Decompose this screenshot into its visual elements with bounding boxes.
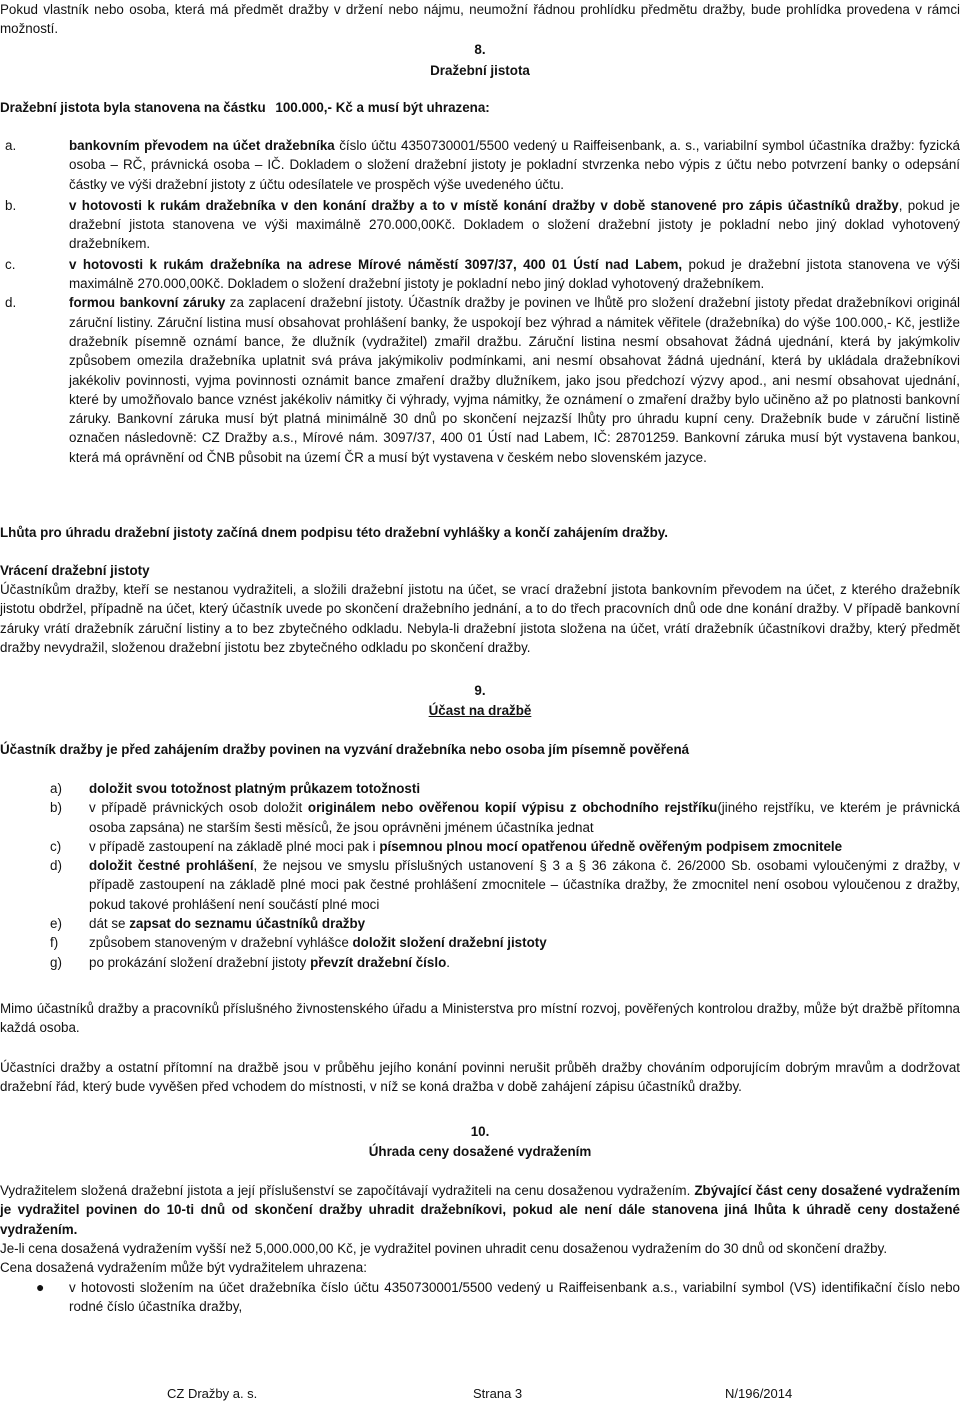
duty-g: g) po prokázání složení dražební jistoty převzít dražební číslo.: [50, 954, 450, 970]
refund-paragraph: Účastníkům dražby, kteří se nestanou vydražiteli, a složili dražební jistotu na účet, se vrací dražební jistota bankovním převodem na účet, z kterého dražebník jistotu obdržel, případně na účet, který účastník uvede po skončení dražebního jednání, a to do třech pracovních dnů ode dne konání dražby. V případě bankovní záruky vrátí dražebník záruční listiny a to bez zbytečného odkladu. Nebyla-li dražební jistota složena na účet, vrátí dražebník účastníkovi dražby, který předmět dražby nevydražil, složenou dražební jistotu bez zbytečného odkladu po skončení dražby.: [0, 582, 960, 655]
price-payment-paragraph: Vydražitelem složená dražební jistota a její příslušenství se započítávají vydražiteli na cenu dosaženou vydražením. Zbývající část ceny dosažené vydražením je vydražitel povinen do 10-ti dnů od skončení dražby uhradit dražebníkovi, pokud ale není dále stanovena jiná lhůta k úhradě ceny dostažené vydražením.: [0, 1183, 960, 1237]
payment-options-lead: Cena dosažená vydražením může být vydražitelem uhrazena:: [0, 1260, 367, 1275]
intro-paragraph: Pokud vlastník nebo osoba, která má předmět dražby v držení nebo nájmu, neumožní řádnou prohlídku předmětu dražby, bude prohlídka provedena v rámci možností.: [0, 2, 960, 37]
payment-method-a: a. bankovním převodem na účet dražebníka číslo účtu 4350730001/5500 vedený u Raiffeisenbank, a. s., variabilní symbol účastníka dražby: fyzická osoba – RČ, právnická osoba – IČ. Dokladem o složení dražební jistoty je pokladní stvrzenka nebo výpis z účtu nebo potvrzení banky o odepsání částky ve výši dražební jistoty z účtu odesílatele ve prospěch výše uvedeného účtu.: [5, 138, 960, 192]
duty-d: d) doložit čestné prohlášení, že nejsou ve smyslu příslušných ustanovení § 3 a § 36 zákona č. 26/2000 Sb. osobami vyloučenými z dražby, v případě zastoupení na základě plné moci pak čestné prohlášení zmocnitele – účastníka dražby, že zmocnitel není osobou vyloučenou z dražby, pokud takové prohlášení není součástí plné moci: [50, 858, 960, 912]
section-10-title: Úhrada ceny dosažené vydražením: [368, 1144, 592, 1159]
footer-document-id: N/196/2014: [725, 1386, 793, 1401]
payment-option-bullet: ● v hotovosti složením na účet dražebníka číslo účtu 4350730001/5500 vedený u Raiffeisenbank a.s., variabilní symbol (VS) identifikační číslo nebo rodné číslo účastníka dražby,: [36, 1279, 960, 1315]
participant-duties-lead: Účastník dražby je před zahájením dražby povinen na vyzvání dražebníka nebo osoba jím písemně pověřená: [0, 742, 690, 757]
footer-company: CZ Dražby a. s.: [167, 1386, 258, 1401]
deposit-amount-line: Dražební jistota byla stanovena na částku 100.000,- Kč a musí být uhrazena:: [0, 100, 490, 115]
section-9-title: Účast na dražbě: [428, 703, 532, 718]
duty-f: f) způsobem stanoveným v dražební vyhlášce doložit složení dražební jistoty: [50, 935, 547, 951]
duty-c: c) v případě zastoupení na základě plné moci pak i písemnou plnou mocí opatřenou úředně ověřeným podpisem zmocnitele: [50, 838, 843, 854]
refund-title: Vrácení dražební jistoty: [0, 563, 150, 578]
payment-method-c: c. v hotovosti k rukám dražebníka na adrese Mírové náměstí 3097/37, 400 01 Ústí nad Labem, pokud je dražební jistota stanovena ve výši maximálně 270.000,00Kč. Dokladem o složení dražební jistoty je pokladní nebo jiný doklad vyhotovený dražebníkem.: [5, 256, 960, 292]
section-10-number: 10.: [470, 1124, 490, 1139]
auction-conduct-paragraph: Účastníci dražby a ostatní přítomní na dražbě jsou v průběhu jejího konání povinni nerušit průběh dražby chováním odporujícím dobrým mravům a dodržovat dražební řád, který bude vyvěšen před vchodem do místnosti, v níž se koná dražba v době zahájení zápisu účastníků dražby.: [0, 1060, 960, 1095]
payment-method-b: b. v hotovosti k rukám dražebníka v den konání dražby a to v místě konání dražby v době stanovené pro zápis účastníků dražby, pokud je dražební jistota stanovena ve výši maximálně 270.000,00Kč. Dokladem o složení dražební jistoty je pokladní nebo jiný doklad vyhotovený dražebníkem.: [5, 197, 960, 252]
duty-b: b) v případě právnických osob doložit originálem nebo ověřenou kopií výpisu z obchodního rejstříku(jiného rejstříku, ve kterém je právnická osoba zapsána) ne starším šesti měsíců, že jsou oprávněni jménem účastníka jednat: [50, 800, 960, 835]
footer-page-number: Strana 3: [473, 1386, 523, 1401]
section-8-title: Dražební jistota: [430, 63, 530, 78]
section-9-number: 9.: [474, 683, 486, 698]
auction-attendance-paragraph: Mimo účastníků dražby a pracovníků příslušného živnostenského úřadu a Ministerstva pro místní rozvoj, pověřených kontrolou dražby, může být dražbě přítomna každá osoba.: [0, 1001, 960, 1036]
duty-a: a) doložit svou totožnost platným průkazem totožnosti: [50, 781, 421, 796]
section-8-number: 8.: [474, 42, 486, 57]
duty-e: e) dát se zapsat do seznamu účastníků dražby: [50, 916, 366, 932]
bullet-icon: ●: [36, 1279, 45, 1295]
participant-duties-list: [0, 779, 960, 972]
payment-method-d: d. formou bankovní záruky za zaplacení dražební jistoty. Účastník dražby je povinen ve lhůtě pro složení dražební jistoty předat dražebníkovi originál záruční listiny. Záruční listina musí obsahovat prohlášení banky, že uspokojí bez výhrad a námitek věřitele (dražebníka) do výše 100.000,- Kč, jestliže dražebník písemně oznámí bance, že dlužník (vydražitel) zmařil dražbu. Záruční listina nesmí obsahovat žádná ujednání, která by jakýmkoliv způsobem omezila dražebníka uplatnit svá práva jakýmikoliv podmínkami, ani nesmí obsahovat žádná ujednání, která by ukládala dražebníkovi jakékoliv povinnosti, vyjma povinnosti oznámit bance zmaření dražby dlužníkem, jako jsou předchozí výzvy apod., ani nesmí obsahovat ujednání, které by umožňovalo bance vznést jakékoliv námitky či výhrady, vyjma námitky, že oznámení o zmaření dražby bylo učiněno až po platnosti bankovní záruky. Bankovní záruka musí být platná minimálně 30 dnů po skončení nejzazší lhůty pro úhradu kupní ceny. Dražebník bude v záruční listině označen následovně: CZ Dražby a.s., Mírové nám. 3097/37, 400 01 Ústí nad Labem, IČ: 28701259. Bankovní záruka musí být vystavena bankou, která má oprávnění od ČNB působit na území ČR a musí být vystavena v českém nebo slovenském jazyce.: [5, 295, 960, 465]
high-price-deadline: Je-li cena dosažená vydražením vyšší než 5,000.000,00 Kč, je vydražitel povinen uhradit cenu dosaženou vydražením do 30 dnů od skončení dražby.: [0, 1241, 888, 1256]
payment-methods-list: [0, 136, 960, 467]
deposit-deadline: Lhůta pro úhradu dražební jistoty začíná dnem podpisu této dražební vyhlášky a končí zahájením dražby.: [0, 525, 668, 540]
